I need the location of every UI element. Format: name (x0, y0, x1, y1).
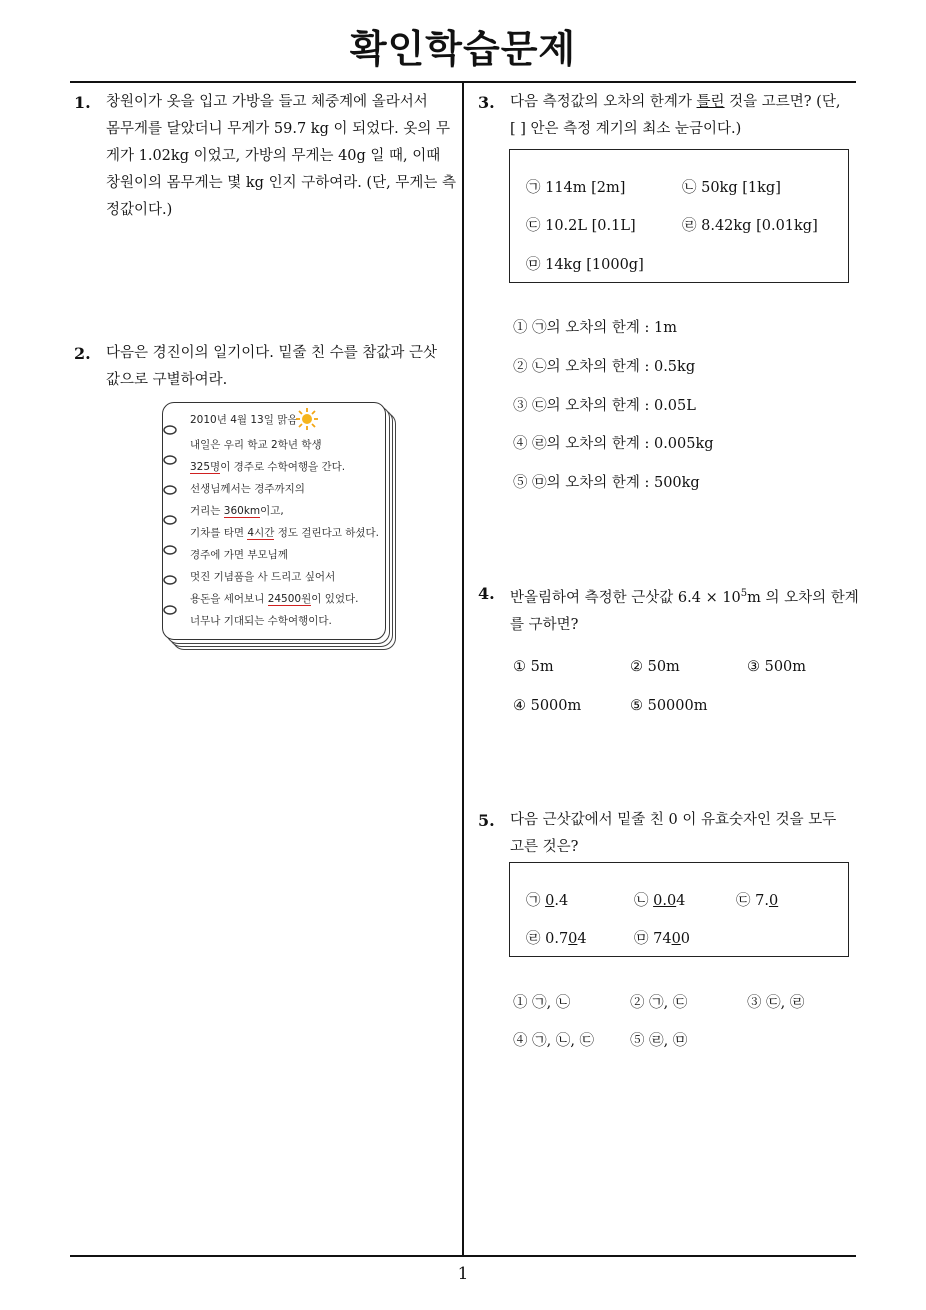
q3-number: 3. (478, 93, 495, 112)
underlined-number: 4시간 (247, 527, 275, 539)
diary-line: 너무나 기대되는 수학여행이다. (190, 615, 332, 627)
q1-line: 몸무게를 달았더니 무게가 59.7 kg 이 되었다. 옷의 무 (106, 121, 450, 137)
diary-line: 거리는 360km이고, (190, 505, 284, 517)
q4-text (510, 580, 860, 639)
q1-line: 게가 1.02kg 이었고, 가방의 무게는 40g 일 때, 이때 (106, 148, 441, 164)
q3-box-item: ㉡ 50kg [1kg] (682, 180, 781, 196)
q4-choice[interactable]: ③ 500m (747, 659, 807, 675)
q3-choice[interactable]: ③ ㉢의 오차의 한계 : 0.05L (513, 398, 696, 414)
diary-line: 경주에 가면 부모님께 (190, 549, 288, 561)
spiral-rings (160, 402, 190, 642)
underlined-number: 360km (223, 505, 261, 517)
q5-box-item: ㉠ 0.4 (526, 893, 569, 909)
diary-notebook (160, 402, 400, 652)
q2-number: 2. (74, 344, 91, 363)
q2-text (106, 340, 458, 394)
q3-text (510, 89, 860, 143)
q1-text (106, 89, 458, 224)
q2-line: 다음은 경진이의 일기이다. 밑줄 친 수를 참값과 근삿 (106, 345, 438, 361)
q5-box-item: ㉡ 0.04 (634, 893, 686, 909)
q5-box-item: ㉣ 0.704 (526, 931, 587, 947)
page-number: 1 (457, 1264, 469, 1284)
q1-number: 1. (74, 93, 91, 112)
q5-number: 5. (478, 811, 495, 830)
q4-number: 4. (478, 584, 495, 603)
q5-choice[interactable]: ④ ㉠, ㉡, ㉢ (513, 1033, 595, 1049)
underlined-number: 325명 (190, 461, 221, 473)
q5-line: 다음 근삿값에서 밑줄 친 0 이 유효숫자인 것을 모두 (510, 812, 837, 828)
q3-choice[interactable]: ④ ㉣의 오차의 한계 : 0.005kg (513, 436, 714, 452)
q1-line: 창원이의 몸무게는 몇 kg 인지 구하여라. (단, 무게는 측 (106, 175, 456, 191)
q5-box-item: ㉢ 7.0 (736, 893, 779, 909)
diary-line: 선생님께서는 경주까지의 (190, 483, 305, 495)
q3-condition-box (509, 149, 849, 283)
q2-line: 값으로 구별하여라. (106, 372, 228, 388)
q3-line: 다음 측정값의 오차의 한계가 틀린 것을 고르면? (단, (510, 94, 841, 110)
q5-values-box (509, 862, 849, 957)
sun-icon (295, 407, 319, 431)
column-divider (462, 83, 464, 1257)
diary-line: 기차를 타면 4시간 정도 걸린다고 하셨다. (190, 527, 379, 539)
diary-line: 용돈을 세어보니 24500원이 있었다. (190, 593, 359, 605)
diary-line: 2010년 4월 13일 맑음 (190, 414, 298, 426)
q3-choice[interactable]: ⑤ ㉤의 오차의 한계 : 500kg (513, 475, 700, 491)
q5-choice[interactable]: ⑤ ㉣, ㉤ (630, 1033, 688, 1049)
q3-box-item: ㉢ 10.2L [0.1L] (526, 218, 636, 234)
q4-line: 반올림하여 측정한 근삿값 $6.4 \times 10^5m$ 의 오차의 한계 (510, 588, 859, 606)
diary-line: 325명이 경주로 수학여행을 간다. (190, 461, 346, 473)
diary-line: 내일은 우리 학교 2학년 학생 (190, 439, 322, 451)
q4-choice[interactable]: ④ 5000m (513, 698, 582, 714)
q5-box-item: ㉤ 7400 (634, 931, 691, 947)
diary-line: 멋진 기념품을 사 드리고 싶어서 (190, 571, 336, 583)
q5-text (510, 807, 860, 861)
q1-line: 정값이다.) (106, 202, 173, 218)
underlined-number: 24500원 (267, 593, 312, 605)
q3-box-item: ㉠ 114m [2m] (526, 180, 626, 196)
q4-choice[interactable]: ⑤ 50000m (630, 698, 708, 714)
q5-choice[interactable]: ③ ㉢, ㉣ (747, 995, 805, 1011)
q3-box-item: ㉤ 14kg [1000g] (526, 257, 644, 273)
q4-choice[interactable]: ② 50m (630, 659, 680, 675)
q4-line: 를 구하면? (510, 616, 579, 633)
q3-box-item: ㉣ 8.42kg [0.01kg] (682, 218, 818, 234)
q3-line: [ ] 안은 측정 계기의 최소 눈금이다.) (510, 121, 742, 137)
q4-choice[interactable]: ① 5m (513, 659, 554, 675)
q3-choice[interactable]: ① ㉠의 오차의 한계 : 1m (513, 320, 677, 336)
emphasis-wrong: 틀린 (696, 94, 725, 110)
q5-line: 고른 것은? (510, 839, 579, 855)
page-title: 확인학습문제 (349, 27, 577, 71)
q3-choice[interactable]: ② ㉡의 오차의 한계 : 0.5kg (513, 359, 696, 375)
q1-line: 창원이가 옷을 입고 가방을 들고 체중계에 올라서서 (106, 94, 428, 110)
q5-choice[interactable]: ① ㉠, ㉡ (513, 995, 571, 1011)
q5-choice[interactable]: ② ㉠, ㉢ (630, 995, 688, 1011)
